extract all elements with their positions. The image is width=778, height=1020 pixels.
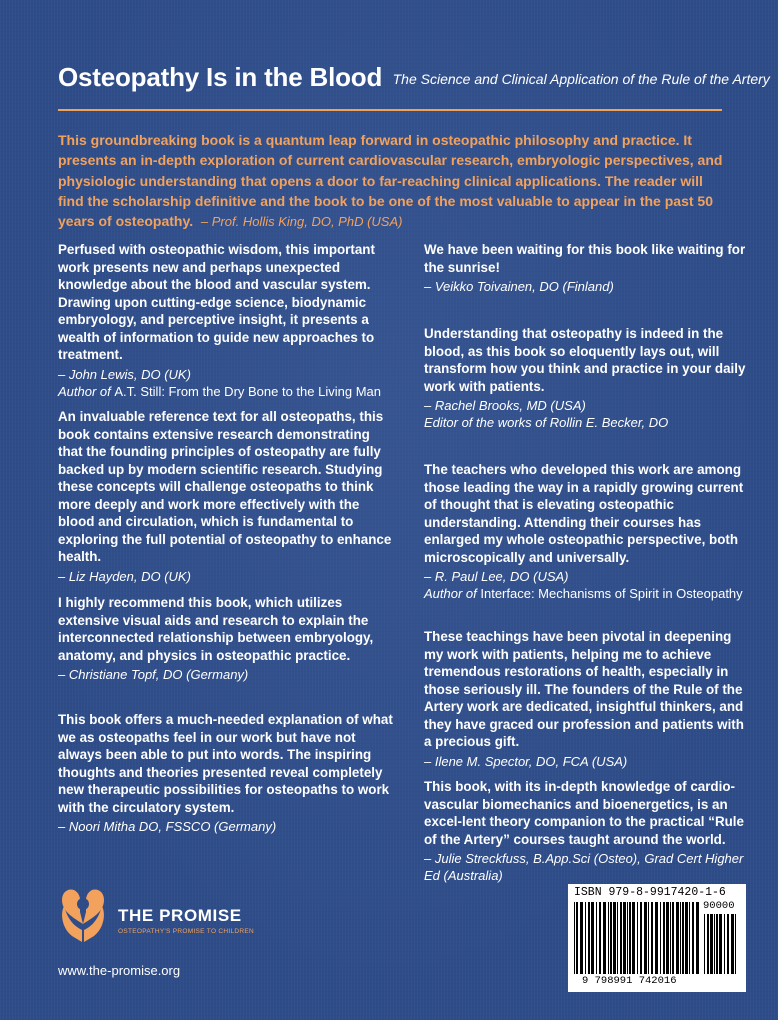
quote xyxy=(424,241,754,295)
quote-text: Understanding that osteopathy is indeed in the blood, as this book so eloquently lays out, will transform how you think and practice in your daily work with patients. xyxy=(424,326,746,394)
right-quote-column xyxy=(424,461,754,602)
barcode-bar xyxy=(640,902,642,974)
quote xyxy=(58,711,398,835)
barcode-bar xyxy=(660,902,661,974)
quote-author: – Noori Mitha DO, FSSCO (Germany) xyxy=(58,819,277,834)
bio-title: Interface: Mechanisms of Spirit in Osteopathy xyxy=(480,586,743,601)
barcode-bar xyxy=(620,902,622,974)
quote-author: – Ilene M. Spector, DO, FCA (USA) xyxy=(424,753,628,769)
isbn-barcode xyxy=(568,884,746,992)
quote-bio: Editor of the works of Rollin E. Becker, DO xyxy=(424,415,669,430)
quote-author: – Rachel Brooks, MD (USA) xyxy=(424,398,586,413)
quote xyxy=(424,325,754,431)
lead-endorsement xyxy=(58,130,730,232)
quote-author: – Christiane Topf, DO (Germany) xyxy=(58,667,249,682)
barcode-bar xyxy=(629,902,631,974)
price-code: 90000 xyxy=(703,900,735,912)
barcode-bar xyxy=(591,902,594,974)
title-divider xyxy=(58,109,722,111)
barcode-bar xyxy=(689,902,690,974)
quote-text: These teachings have been pivotal in deepening my work with patients, helping me to achieve tremendous restorations of health, especially in those seriously ill. The founders of the Rule of the Artery work are dedicated, insightful thinkers, and they have graced our profession and patients with a precious gift. xyxy=(424,629,744,749)
barcode-bar xyxy=(603,902,606,974)
right-quote-column xyxy=(424,628,754,770)
barcode-bar xyxy=(670,902,671,974)
barcode-bar xyxy=(648,902,649,974)
barcode-bar xyxy=(714,914,715,974)
right-quote-column xyxy=(424,778,754,884)
left-quote-column xyxy=(58,594,398,683)
publisher-url: www.the-promise.org xyxy=(58,963,181,978)
barcode-bar xyxy=(716,914,718,974)
logo-text xyxy=(118,906,254,935)
left-quote-column xyxy=(58,711,398,835)
quote-text: We have been waiting for this book like waiting for the sunrise! xyxy=(424,242,746,275)
lead-text: This groundbreaking book is a quantum leap forward in osteopathic philosophy and practice. It presents an in-depth exploration of current cardiovascular research, embryologic perspectives, and physiologic understanding that opens a door to far-reaching clinical applications. The reader will find the scholarship definitive and the book to be one of the most valuable to appear in the past 50 years of osteopathy. xyxy=(58,132,723,230)
barcode-bar xyxy=(644,902,647,974)
barcode-bar xyxy=(637,902,638,974)
isbn-text: ISBN 979-8-9917420-1-6 xyxy=(574,886,726,899)
quote-author: – Julie Streckfuss, B.App.Sci (Osteo), Grad Cert Higher Ed (Australia) xyxy=(424,851,744,883)
barcode-bar xyxy=(719,914,722,974)
quote-text: The teachers who developed this work are among those leading the way in a rapidly growing current of thought that is elevating osteopathic understanding. Attending their courses has enlarged my whole osteopathic perspective, both microscopically and universally. xyxy=(424,462,744,565)
quote-bio xyxy=(58,383,398,400)
price-bars xyxy=(704,914,740,974)
barcode-bar xyxy=(627,902,628,974)
barcode-bar xyxy=(617,902,618,974)
quote-author: – Veikko Toivainen, DO (Finland) xyxy=(424,279,614,294)
barcode-bar xyxy=(585,902,586,974)
right-quote-column xyxy=(424,325,754,431)
quote-text: An invaluable reference text for all osteopaths, this book contains extensive research demonstrating that the founding principles of osteopathy are fully backed up by modern scientific research. Studying these concepts will challenge osteopaths to think more deeply and work more effectively with the blood and circulation, which is fundamental to exploring the full potential of osteopathy to enhance health. xyxy=(58,409,392,564)
barcode-bar xyxy=(682,902,684,974)
quote xyxy=(424,778,754,884)
barcode-number: 9 798991 742016 xyxy=(582,975,677,987)
title-row xyxy=(58,62,770,93)
barcode-bar xyxy=(692,902,694,974)
barcode-bar xyxy=(596,902,597,974)
barcode-bar xyxy=(704,914,705,974)
barcode-bar xyxy=(580,902,583,974)
quote-bio xyxy=(424,585,754,602)
barcode-bar xyxy=(599,902,601,974)
barcode-bar xyxy=(710,914,713,974)
barcode-bar xyxy=(651,902,653,974)
barcode-bar xyxy=(727,914,729,974)
barcode-bar xyxy=(574,902,575,974)
barcode-bar xyxy=(676,902,679,974)
barcode-bar xyxy=(680,902,681,974)
quote-author: – John Lewis, DO (UK) xyxy=(58,366,191,382)
barcode-bar xyxy=(724,914,725,974)
bio-prefix: Author of xyxy=(424,586,481,601)
book-subtitle: The Science and Clinical Application of the Rule of the Artery xyxy=(392,71,770,87)
quote-author: – R. Paul Lee, DO (USA) xyxy=(424,569,569,584)
quote xyxy=(58,241,398,400)
barcode-bar xyxy=(613,902,616,974)
quote xyxy=(424,628,754,770)
lead-attribution: – Prof. Hollis King, DO, PhD (USA) xyxy=(200,214,403,230)
quote xyxy=(58,408,398,585)
bio-title: A.T. Still: From the Dry Bone to the Living Man xyxy=(114,383,381,399)
barcode-bar xyxy=(610,902,612,974)
barcode-bar xyxy=(707,914,709,974)
quote xyxy=(58,594,398,683)
quote-text: I highly recommend this book, which utilizes extensive visual aids and research to explain the interconnected relationship between embryology, anatomy, and physics in osteopathic practice. xyxy=(58,595,374,663)
right-quote-column xyxy=(424,241,754,295)
barcode-bar xyxy=(608,902,609,974)
left-quote-column xyxy=(58,241,398,400)
quote-text: Perfused with osteopathic wisdom, this important work presents new and perhaps unexpected knowledge about the blood and vascular system. Drawing upon cutting-edge science, biodynamic embryology, and perceptive insight, it presents a wealth of information to guide new approaches to treatment. xyxy=(58,242,375,362)
barcode-bar xyxy=(623,902,626,974)
barcode-bar xyxy=(696,902,699,974)
left-quote-column xyxy=(58,408,398,585)
barcode-bar xyxy=(735,914,736,974)
ean-bars xyxy=(574,902,700,974)
quote-author: – Liz Hayden, DO (UK) xyxy=(58,568,191,584)
barcode-bar xyxy=(666,902,669,974)
publisher-logo xyxy=(58,888,308,948)
bio-prefix: Author of xyxy=(58,383,115,399)
publisher-tagline: OSTEOPATHY'S PROMISE TO CHILDREN xyxy=(118,928,255,935)
promise-hands-icon xyxy=(56,884,110,946)
barcode-bar xyxy=(588,902,590,974)
barcode-bar xyxy=(731,914,734,974)
quote-text: This book offers a much-needed explanation of what we as osteopaths feel in our work but have not always been able to put into words. The inspiring thoughts and theories presented reveal completely new therapeutic possibilities for osteopaths to work with the circulatory system. xyxy=(58,712,393,815)
barcode-bar xyxy=(655,902,658,974)
barcode-bar xyxy=(663,902,665,974)
barcode-bar xyxy=(685,902,688,974)
book-title: Osteopathy Is in the Blood xyxy=(58,62,383,92)
publisher-name: THE PROMISE xyxy=(118,906,242,925)
barcode-bar xyxy=(632,902,635,974)
quote xyxy=(424,461,754,602)
quote-text: This book, with its in-depth knowledge of cardio-vascular biomechanics and bioenergetics, is an excel-lent theory companion to the practical “Rule of the Artery” courses taught around the world. xyxy=(424,779,744,847)
barcode-bar xyxy=(672,902,674,974)
barcode-bar xyxy=(576,902,578,974)
